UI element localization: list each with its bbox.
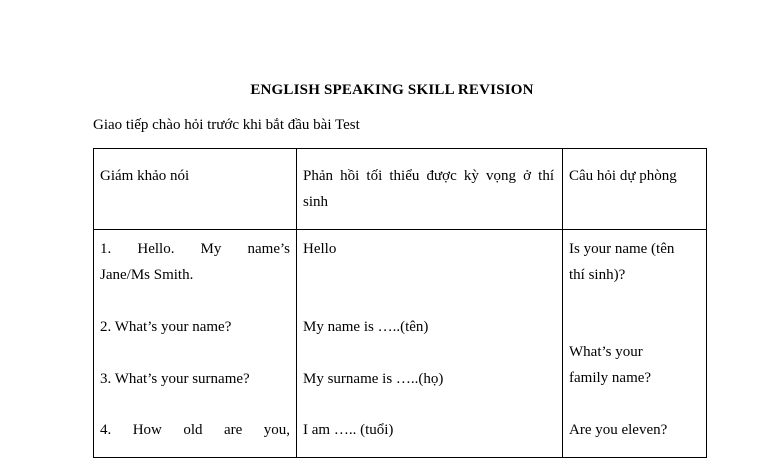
document-title: ENGLISH SPEAKING SKILL REVISION (250, 82, 534, 98)
response-line-2: My name is …..(tên) (303, 319, 429, 335)
response-line-4: I am ….. (tuổi) (303, 422, 394, 438)
document-subtitle: Giao tiếp chào hỏi trước khi bắt đầu bài Test (93, 117, 360, 133)
speaking-table (93, 148, 707, 458)
header-divider (94, 229, 706, 230)
examiner-line-3: 3. What’s your surname? (100, 371, 250, 387)
backup-line-3a: What’s your (569, 344, 643, 360)
response-line-3: My surname is …..(họ) (303, 371, 444, 387)
backup-line-1a: Is your name (tên (569, 241, 675, 257)
backup-line-1b: thí sinh)? (569, 267, 626, 283)
header-examiner: Giám khảo nói (100, 168, 190, 184)
examiner-line-1b: Jane/Ms Smith. (100, 267, 194, 283)
response-line-1: Hello (303, 241, 337, 257)
examiner-line-2: 2. What’s your name? (100, 319, 232, 335)
backup-line-3b: family name? (569, 370, 652, 386)
backup-line-4: Are you eleven? (569, 422, 668, 438)
header-expected-response: Phản hồi tối thiểu được kỳ vọng ở thí sinh (303, 168, 554, 210)
examiner-line-4: 4. How old are you, (100, 422, 290, 438)
column-divider (296, 149, 297, 457)
header-backup-question: Câu hỏi dự phòng (569, 168, 677, 184)
column-divider (562, 149, 563, 457)
examiner-line-1a: 1. Hello. My name’s (100, 241, 290, 257)
